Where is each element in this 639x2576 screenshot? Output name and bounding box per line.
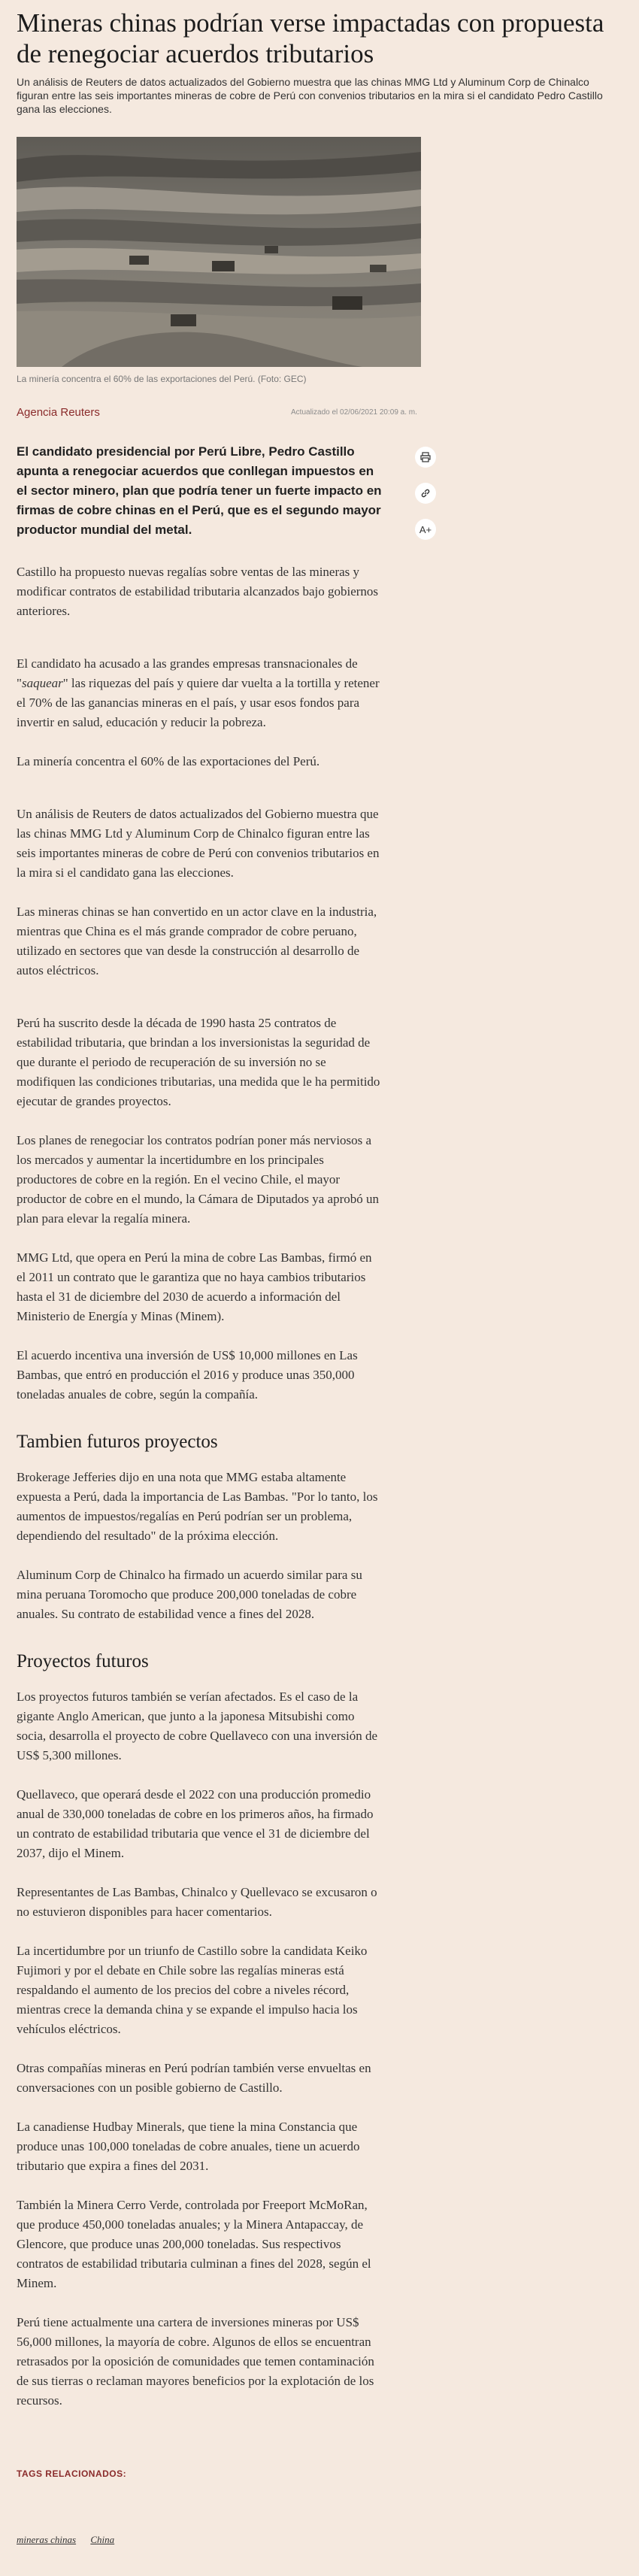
intro-paragraph: El candidato presidencial por Perú Libre, Pedro Castillo apunta a renegociar acuerdos que conllegan impuestos en el sector minero, plan que podría tener un fuerte impacto en firmas de cobre chinas en el Perú, que es el segundo mayor productor mundial del metal. (17, 444, 382, 537)
author-source[interactable]: Agencia Reuters (17, 406, 100, 419)
font-size-label: A+ (419, 523, 432, 535)
section-heading: Tambien futuros proyectos (17, 1432, 218, 1452)
emphasis: saquear (21, 676, 63, 690)
paragraph: El acuerdo incentiva una inversión de US$ 10,000 millones en Las Bambas, que entró en producción el 2016 y produce unas 350,000 toneladas anuales de cobre, según la compañía. (17, 1348, 358, 1402)
tag-link[interactable]: China (90, 2534, 115, 2545)
paragraph-text: El candidato ha acusado a las grandes empresas transnacionales de " (17, 656, 358, 690)
article-title: Mineras chinas podrían verse impactadas con propuesta de renegociar acuerdos tributarios (17, 8, 604, 68)
paragraph: Otras compañías mineras en Perú podrían también verse envueltas en conversaciones con un posible gobierno de Castillo. (17, 2061, 371, 2095)
update-date: Actualizado el 02/06/2021 20:09 a. m. (291, 408, 417, 417)
tags-title: TAGS RELACIONADOS: (17, 2468, 127, 2479)
print-button[interactable] (415, 447, 436, 468)
mine-photo-illustration (17, 137, 421, 367)
paragraph: Un análisis de Reuters de datos actualizados del Gobierno muestra que las chinas MMG Ltd y Aluminum Corp de Chinalco figuran entre las seis importantes mineras de cobre de Perú con convenios tributarios en la mira si el candidato gana las elecciones. (17, 807, 380, 880)
image-caption: La minería concentra el 60% de las exportaciones del Perú. (Foto: GEC) (17, 374, 307, 384)
link-icon (420, 488, 431, 499)
paragraph: Perú tiene actualmente una cartera de inversiones mineras por US$ 56,000 millones, la mayoría de cobre. Algunos de ellos se encuentran retrasados por la oposición de comunidades que temen contaminación de sus tierras o reclaman mayores beneficios por la explotación de los recursos. (17, 2315, 374, 2408)
paragraph: Castillo ha propuesto nuevas regalías sobre ventas de las mineras y modificar contratos de estabilidad tributaria alcanzados bajo gobiernos anteriores. (17, 565, 379, 618)
paragraph: La canadiense Hudbay Minerals, que tiene la mina Constancia que produce unas 100,000 toneladas de cobre anuales, tiene un acuerdo tributario que expira a fines del 2031. (17, 2120, 360, 2173)
paragraph: También la Minera Cerro Verde, controlada por Freeport McMoRan, que produce 450,000 toneladas anuales; y la Minera Antapaccay, de Glencore, que produce unas 200,000 toneladas. Sus respectivos contratos de estabilidad tributaria culminan a fines del 2028, según el Minem. (17, 2198, 371, 2290)
paragraph: Quellaveco, que operará desde el 2022 con una producción promedio anual de 330,000 toneladas de cobre en los primeros años, ha firmado un contrato de estabilidad tributaria que vence el 31 de diciembre del 2037, dijo el Minem. (17, 1787, 374, 1860)
paragraph: Las mineras chinas se han convertido en un actor clave en la industria, mientras que China es el más grande comprador de cobre peruano, utilizado en sectores que van desde la construcción al desarrollo de autos eléctricos. (17, 905, 377, 977)
tags-list (17, 2534, 126, 2546)
paragraph: Los proyectos futuros también se verían afectados. Es el caso de la gigante Anglo American, que junto a la japonesa Mitsubishi como socia, desarrolla el proyecto de cobre Quellaveco con una inversión de US$ 5,300 millones. (17, 1690, 378, 1762)
copy-link-button[interactable] (415, 483, 436, 504)
paragraph: MMG Ltd, que opera en Perú la mina de cobre Las Bambas, firmó en el 2011 un contrato que le garantiza que no haya cambios tributarios hasta el 31 de diciembre del 2030 de acuerdo a información del Ministerio de Energía y Minas (Minem). (17, 1250, 372, 1323)
section-heading: Proyectos futuros (17, 1651, 149, 1671)
paragraph: Los planes de renegociar los contratos podrían poner más nerviosos a los mercados y aumentar la incertidumbre en los principales productores de cobre en la región. En el vecino Chile, el mayor productor de cobre en el mundo, la Cámara de Diputados ya aprobó un plan para elevar la regalía minera. (17, 1133, 379, 1226)
paragraph: Aluminum Corp de Chinalco ha firmado un acuerdo similar para su mina peruana Toromocho que produce 200,000 toneladas de cobre anuales. Su contrato de estabilidad vence a fines del 2028. (17, 1568, 362, 1621)
share-tools (415, 447, 436, 555)
article-lead: Un análisis de Reuters de datos actualizados del Gobierno muestra que las chinas MMG Ltd y Aluminum Corp de Chinalco figuran entre las seis importantes mineras de cobre de Perú con convenios tributarios en la mira si el candidato Pedro Castillo gana las elecciones. (17, 76, 603, 115)
paragraph: Perú ha suscrito desde la década de 1990 hasta 25 contratos de estabilidad tributaria, que brindan a los inversionistas la seguridad de que durante el periodo de recuperación de su inversión no se modifiquen las condiciones tributarias, una medida que le ha permitido ejecutar de grandes proyectos. (17, 1016, 380, 1108)
paragraph-text: " las riquezas del país y quiere dar vuelta a la tortilla y retener el 70% de las ganancias mineras en el país, y usar esos fondos para invertir en salud, educación y reducir la pobreza. (17, 676, 380, 729)
paragraph: Representantes de Las Bambas, Chinalco y Quellevaco se excusaron o no estuvieron disponibles para hacer comentarios. (17, 1885, 377, 1919)
paragraph: Brokerage Jefferies dijo en una nota que MMG estaba altamente expuesta a Perú, dada la importancia de Las Bambas. "Por lo tanto, los aumentos de impuestos/regalías en Perú podrían ser un problema, dependiendo del resultado" de la próxima elección. (17, 1470, 378, 1543)
paragraph: La incertidumbre por un triunfo de Castillo sobre la candidata Keiko Fujimori y por el debate en Chile sobre las regalías mineras está respaldando el aumento de los precios del cobre a niveles récord, mientras crece la demanda china y se expande el impulso hacia los vehículos eléctricos. (17, 1944, 368, 2036)
paragraph (17, 654, 383, 732)
font-size-button[interactable] (415, 519, 436, 540)
print-icon (420, 452, 431, 462)
article-body (17, 442, 383, 2430)
tag-link[interactable]: mineras chinas (17, 2534, 77, 2545)
article-photo (17, 137, 421, 367)
paragraph: La minería concentra el 60% de las exportaciones del Perú. (17, 754, 320, 768)
